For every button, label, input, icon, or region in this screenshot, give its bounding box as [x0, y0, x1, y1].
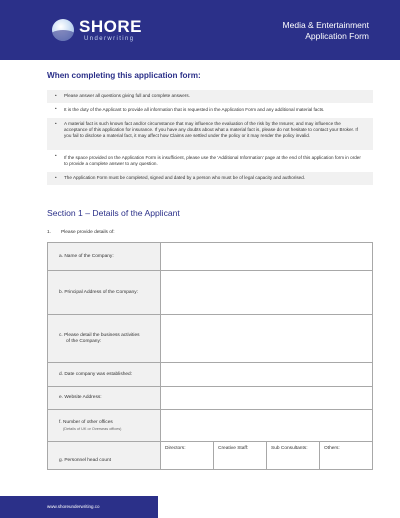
headcount-creative-staff-field[interactable]: Creative Staff: [214, 442, 267, 470]
intro-bullet: • It is the duty of the Applicant to provide all information that is requested in the Application Form and any additional material facts. [47, 103, 373, 118]
question-1 [47, 230, 115, 235]
business-activities-label [48, 315, 161, 363]
intro-heading: When completing this application form: [47, 71, 201, 80]
header-banner [0, 0, 400, 60]
other-offices-label [48, 410, 161, 442]
principal-address-field[interactable] [161, 271, 373, 315]
other-offices-label-line1: f. Number of other offices [59, 419, 113, 425]
footer-url[interactable]: www.shoreunderwriting.co [47, 504, 100, 509]
website-address-field[interactable] [161, 387, 373, 410]
headcount-directors-field[interactable]: Directors: [161, 442, 214, 470]
website-address-label: e. Website Address: [48, 387, 161, 410]
logo-name: SHORE [79, 17, 142, 36]
intro-bullet: • The Application Form must be completed, signed and dated by a person who must be of legal capacity and authorised. [47, 172, 373, 185]
document-title-line1: Media & Entertainment [282, 20, 369, 30]
intro-bullet: • If the space provided on the Application Form is insufficient, please use the 'Additional Information' page at the end of this application form in order to provide a complete answer to any question. [47, 150, 373, 172]
document-title-line2: Application Form [305, 31, 369, 41]
business-activities-label-line1: c. Please detail the business activities [59, 332, 140, 338]
logo-subtitle: Underwriting [84, 36, 135, 42]
other-offices-field[interactable] [161, 410, 373, 442]
applicant-details-table [47, 242, 373, 470]
company-name-field[interactable] [161, 243, 373, 271]
business-activities-field[interactable] [161, 315, 373, 363]
headcount-others-field[interactable]: Others: [320, 442, 373, 470]
headcount-label: g. Personnel head count [48, 442, 161, 470]
date-established-label: d. Date company was established: [48, 363, 161, 387]
intro-bullet: • A material fact is such known fact and/or circumstance that may influence the evaluation of the risk by the Insurer, and may influence the acceptance of this application for insurance. If you have any doubts about what a material fact is, please do not hesitate to contact your Broker. If you fail to disclose a material fact, it may affect how Claims are settled under the policy or it may render the policy invalid. [47, 118, 373, 150]
question-text: Please provide details of: [61, 230, 115, 235]
footer-bar [0, 496, 158, 518]
intro-bullet: • Please answer all questions giving full and complete answers. [47, 90, 373, 103]
business-activities-label-line2: of the Company: [66, 338, 102, 344]
logo [52, 18, 142, 42]
headcount-sub-consultants-field[interactable]: Sub Consultants: [267, 442, 320, 470]
other-offices-hint: (Details of UK or Overseas offices) [63, 426, 122, 431]
intro-bullet-list [47, 90, 373, 185]
date-established-field[interactable] [161, 363, 373, 387]
company-name-label: a. Name of the Company: [48, 243, 161, 271]
document-title [283, 20, 369, 42]
section-1-heading: Section 1 – Details of the Applicant [47, 208, 180, 218]
principal-address-label: b. Principal Address of the Company: [48, 271, 161, 315]
logo-globe-icon [52, 19, 74, 41]
question-number: 1. [47, 230, 52, 235]
